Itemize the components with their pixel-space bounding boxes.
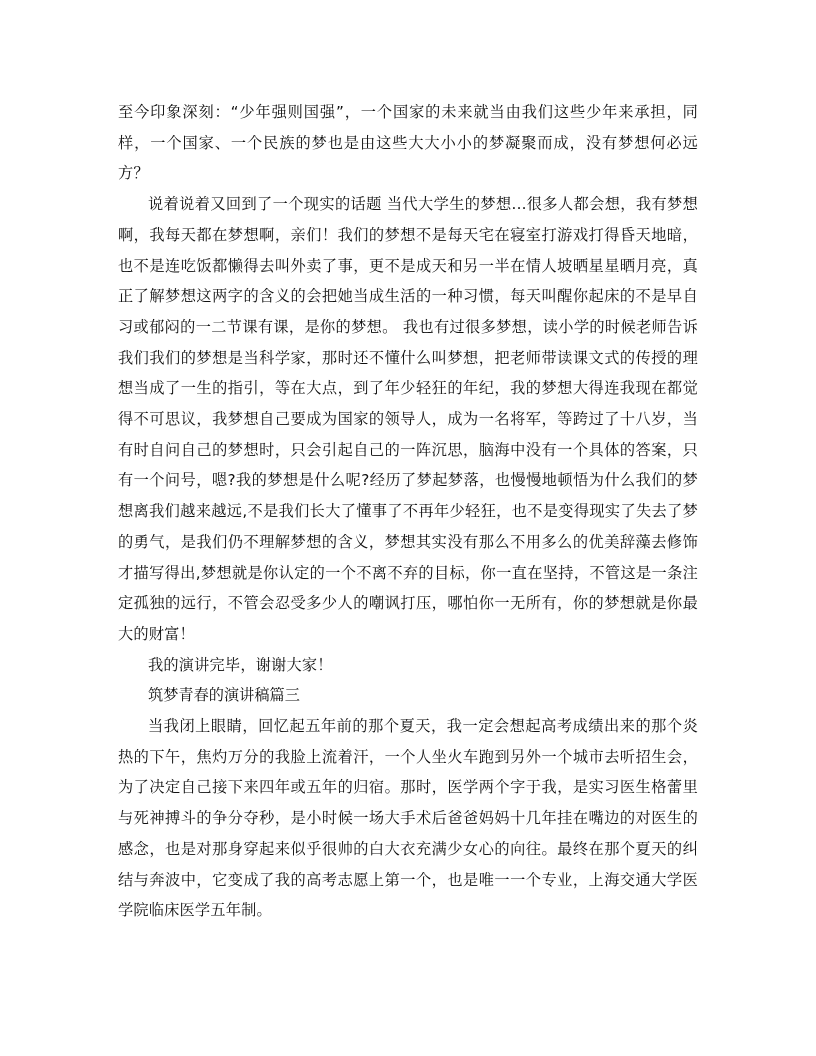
- paragraph-continuation: 至今印象深刻：“少年强则国强”，一个国家的未来就当由我们这些少年来承担，同样，一个国家、一个民族的梦也是由这些大大小小的梦凝聚而成，没有梦想何必远方？: [118, 103, 698, 183]
- section-heading: 筑梦青春的演讲稿篇三: [148, 686, 300, 705]
- paragraph-closing: 我的演讲完毕，谢谢大家！: [148, 655, 333, 674]
- paragraph-dream-reflection: 说着说着又回到了一个现实的话题 当代大学生的梦想...很多人都会想，我有梦想啊，我每天都在梦想啊，亲们！我们的梦想不是每天宅在寝室打游戏打得昏天地暗，也不是连吃饭都懒得去叫外卖了事，更不是成天和另一半在情人坡晒星星晒月亮，真正了解梦想这两字的含义的会把她当成生活的一种习惯，每天叫醒你起床的不是早自习或郁闷的一二节课有课，是你的梦想。 我也有过很多梦想，读小学的时候老师告诉我们我们的梦想是当科学家，那时还不懂什么叫梦想，把老师带读课文式的传授的理想当成了一生的指引，等在大点，到了年少轻狂的年纪，我的梦想大得连我现在都觉得不可思议，我梦想自己要成为国家的领导人，成为一名将军，等跨过了十八岁，当有时自问自己的梦想时，只会引起自己的一阵沉思，脑海中没有一个具体的答案，只有一个问号，嗯?我的梦想是什么呢?经历了梦起梦落，也慢慢地顿悟为什么我们的梦想离我们越来越远,不是我们长大了懂事了不再年少轻狂，也不是变得现实了失去了梦的勇气，是我们仍不理解梦想的含义，梦想其实没有那么不用多么的优美辞藻去修饰才描写得出,梦想就是你认定的一个不离不弃的目标，你一直在坚持，不管这是一条注定孤独的远行，不管会忍受多少人的嘲讽打压，哪怕你一无所有，你的梦想就是你最大的财富！: [118, 195, 698, 643]
- paragraph-memory: 当我闭上眼睛，回忆起五年前的那个夏天，我一定会想起高考成绩出来的那个炎热的下午，焦灼万分的我脸上流着汗，一个人坐火车跑到另外一个城市去听招生会，为了决定自己接下来四年或五年的归宿。那时，医学两个字于我，是实习医生格蕾里与死神搏斗的争分夺秒，是小时候一场大手术后爸爸妈妈十几年挂在嘴边的对医生的感念，也是对那身穿起来似乎很帅的白大衣充满少女心的向往。最终在那个夏天的纠结与奔波中，它变成了我的高考志愿上第一个，也是唯一一个专业，上海交通大学医学院临床医学五年制。: [118, 717, 698, 920]
- document-body: [118, 97, 698, 926]
